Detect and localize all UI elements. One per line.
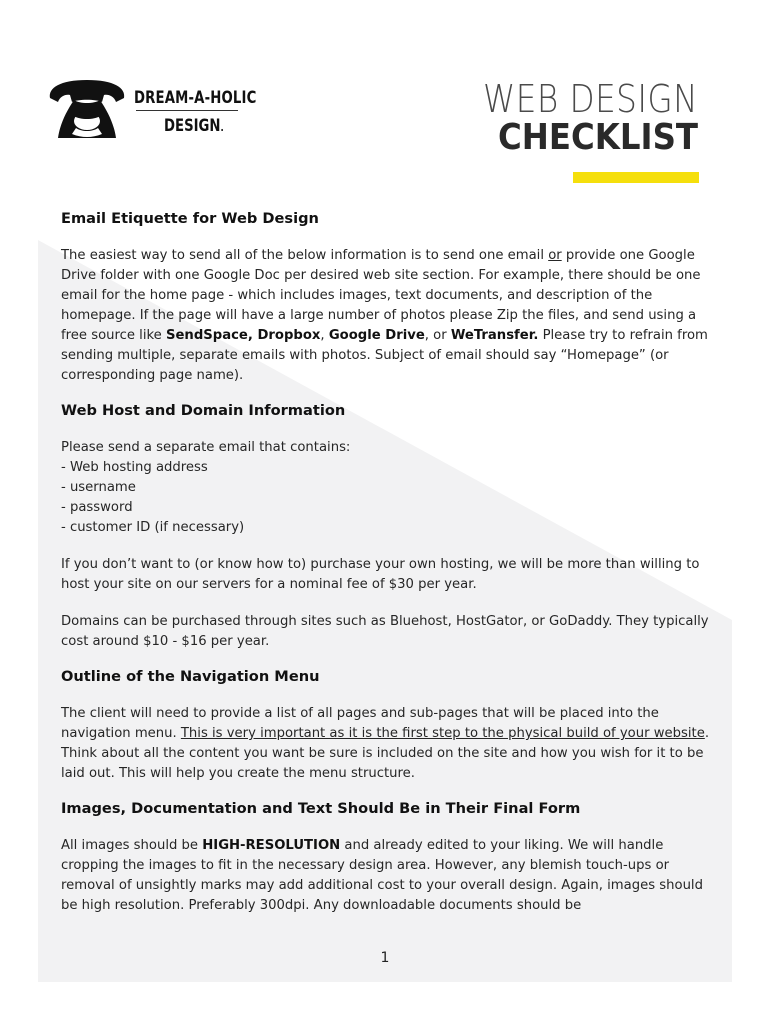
dream-a-holic-logo <box>46 74 257 144</box>
section-heading-navigation-menu: Outline of the Navigation Menu <box>61 668 320 685</box>
section-heading-web-host: Web Host and Domain Information <box>61 402 346 419</box>
list-item: - customer ID (if necessary) <box>61 520 245 535</box>
title-checklist: CHECKLIST <box>497 117 698 158</box>
host-info-list <box>61 438 721 538</box>
document-body <box>61 206 721 916</box>
logo-text-line2: DESIGN. <box>164 116 224 136</box>
yellow-accent-bar <box>573 172 699 183</box>
list-item: - password <box>61 500 133 515</box>
navigation-menu-paragraph: The client will need to provide a list of all pages and sub-pages that will be placed into the navigation menu. This is very important as it is the first step to the physical build of your website. Think about all the content you want be sure is included on the site and how you wish for it to be laid out. This will help you create the menu structure. <box>61 706 710 781</box>
list-item: - Web hosting address <box>61 460 208 475</box>
domains-paragraph: Domains can be purchased through sites such as Bluehost, HostGator, or GoDaddy. They typically cost around $10 - $16 per year. <box>61 614 709 649</box>
images-paragraph: All images should be HIGH-RESOLUTION and already edited to your liking. We will handle cropping the images to fit in the necessary design area. However, any blemish touch-ups or removal of unsightly marks may add additional cost to your overall design. Again, images should be high resolution. Preferably 300dpi. Any downloadable documents should be <box>61 838 703 913</box>
page-number: 1 <box>380 950 390 966</box>
list-item: - username <box>61 480 136 495</box>
email-etiquette-paragraph: The easiest way to send all of the below information is to send one email or provide one Google Drive folder with one Google Doc per desired web site section. For example, there should be one email for the home page - which includes images, text documents, and description of the homepage. If the page will have a large number of photos please Zip the files, and send using a free source like SendSpace, Dropbox, Google Drive, or WeTransfer. Please try to refrain from sending multiple, separate emails with photos. Subject of email should say “Homepage” (or corresponding page name). <box>61 248 708 383</box>
hosting-offer-paragraph: If you don’t want to (or know how to) purchase your own hosting, we will be more than willing to host your site on our servers for a nominal fee of $30 per year. <box>61 557 700 592</box>
logo-divider <box>136 110 238 111</box>
logo-text-line1: DREAM-A-HOLIC <box>134 88 257 108</box>
section-heading-final-form: Images, Documentation and Text Should Be in Their Final Form <box>61 800 581 817</box>
document-title <box>448 78 698 158</box>
title-web-design: WEB DESIGN <box>482 77 698 121</box>
page-header <box>0 0 770 200</box>
telephone-logo-icon <box>46 76 128 140</box>
section-heading-email-etiquette: Email Etiquette for Web Design <box>61 210 319 227</box>
list-intro: Please send a separate email that contains: <box>61 440 351 455</box>
